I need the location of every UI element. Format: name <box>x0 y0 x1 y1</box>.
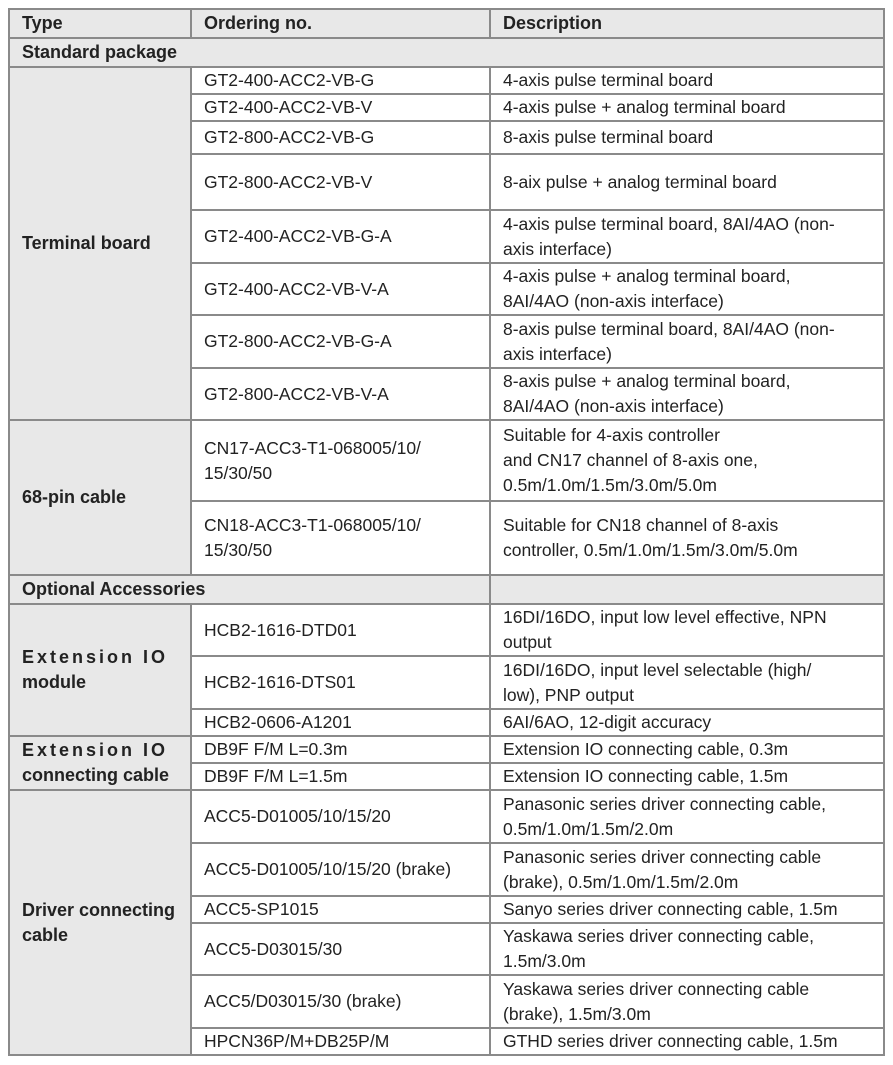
section-optional-accessories: Optional Accessories <box>9 575 490 604</box>
description-cell: 4-axis pulse terminal board <box>490 67 884 94</box>
table-row <box>9 736 884 763</box>
description-cell: Extension IO connecting cable, 1.5m <box>490 763 884 790</box>
ordering-no-cell: HCB2-1616-DTS01 <box>191 656 490 709</box>
ordering-no-cell: GT2-800-ACC2-VB-G-A <box>191 315 490 368</box>
group-terminal-board: Terminal board <box>9 67 191 420</box>
ordering-table <box>8 8 885 1056</box>
header-type: Type <box>9 9 191 38</box>
ordering-no-cell: ACC5-D01005/10/15/20 <box>191 790 490 843</box>
ordering-no-cell: CN17-ACC3-T1-068005/10/ 15/30/50 <box>191 420 490 501</box>
table-row <box>9 790 884 843</box>
ordering-no-cell: GT2-400-ACC2-VB-V-A <box>191 263 490 315</box>
description-cell: Yaskawa series driver connecting cable, 1.5m/3.0m <box>490 923 884 975</box>
description-cell: Panasonic series driver connecting cable, 0.5m/1.0m/1.5m/2.0m <box>490 790 884 843</box>
spec-table-frame <box>8 8 883 1054</box>
description-cell: 6AI/6AO, 12-digit accuracy <box>490 709 884 736</box>
ordering-no-cell: GT2-800-ACC2-VB-V <box>191 154 490 210</box>
section-empty-cell <box>490 575 884 604</box>
ordering-no-cell: HCB2-1616-DTD01 <box>191 604 490 656</box>
description-cell: 16DI/16DO, input level selectable (high/ low), PNP output <box>490 656 884 709</box>
ordering-no-cell: GT2-400-ACC2-VB-G <box>191 67 490 94</box>
section-standard-package: Standard package <box>9 38 884 67</box>
description-cell: GTHD series driver connecting cable, 1.5m <box>490 1028 884 1055</box>
group-68-pin-cable: 68-pin cable <box>9 420 191 575</box>
description-cell: Suitable for CN18 channel of 8-axis controller, 0.5m/1.0m/1.5m/3.0m/5.0m <box>490 501 884 575</box>
ordering-no-cell: ACC5-D03015/30 <box>191 923 490 975</box>
description-cell: 8-axis pulse terminal board <box>490 121 884 154</box>
ordering-no-cell: ACC5-SP1015 <box>191 896 490 923</box>
ordering-no-cell: HPCN36P/M+DB25P/M <box>191 1028 490 1055</box>
ordering-no-cell: GT2-800-ACC2-VB-G <box>191 121 490 154</box>
header-row <box>9 9 884 38</box>
description-cell: Suitable for 4-axis controller and CN17 channel of 8-axis one, 0.5m/1.0m/1.5m/3.0m/5.0m <box>490 420 884 501</box>
description-cell: 4-axis pulse + analog terminal board, 8AI/4AO (non-axis interface) <box>490 263 884 315</box>
description-cell: Yaskawa series driver connecting cable (brake), 1.5m/3.0m <box>490 975 884 1028</box>
description-cell: 8-axis pulse + analog terminal board, 8AI/4AO (non-axis interface) <box>490 368 884 420</box>
table-row <box>9 604 884 656</box>
ordering-no-cell: DB9F F/M L=1.5m <box>191 763 490 790</box>
header-ordering-no: Ordering no. <box>191 9 490 38</box>
description-cell: 4-axis pulse terminal board, 8AI/4AO (non- axis interface) <box>490 210 884 263</box>
description-cell: Extension IO connecting cable, 0.3m <box>490 736 884 763</box>
ordering-no-cell: GT2-400-ACC2-VB-G-A <box>191 210 490 263</box>
group-driver-connecting-cable: Driver connecting cable <box>9 790 191 1055</box>
table-row <box>9 420 884 501</box>
ordering-no-cell: CN18-ACC3-T1-068005/10/ 15/30/50 <box>191 501 490 575</box>
ordering-no-cell: GT2-800-ACC2-VB-V-A <box>191 368 490 420</box>
ordering-no-cell: DB9F F/M L=0.3m <box>191 736 490 763</box>
description-cell: 8-axis pulse terminal board, 8AI/4AO (non- axis interface) <box>490 315 884 368</box>
group-extension-io-connecting-cable: Extension IO connecting cable <box>9 736 191 790</box>
section-row-standard <box>9 38 884 67</box>
description-cell: Panasonic series driver connecting cable (brake), 0.5m/1.0m/1.5m/2.0m <box>490 843 884 896</box>
group-extension-io-module: Extension IO module <box>9 604 191 736</box>
ordering-no-cell: HCB2-0606-A1201 <box>191 709 490 736</box>
description-cell: 4-axis pulse + analog terminal board <box>490 94 884 121</box>
ordering-no-cell: GT2-400-ACC2-VB-V <box>191 94 490 121</box>
description-cell: 8-aix pulse + analog terminal board <box>490 154 884 210</box>
table-row <box>9 67 884 94</box>
header-description: Description <box>490 9 884 38</box>
description-cell: 16DI/16DO, input low level effective, NPN output <box>490 604 884 656</box>
ordering-no-cell: ACC5/D03015/30 (brake) <box>191 975 490 1028</box>
section-row-optional <box>9 575 884 604</box>
description-cell: Sanyo series driver connecting cable, 1.5m <box>490 896 884 923</box>
ordering-no-cell: ACC5-D01005/10/15/20 (brake) <box>191 843 490 896</box>
